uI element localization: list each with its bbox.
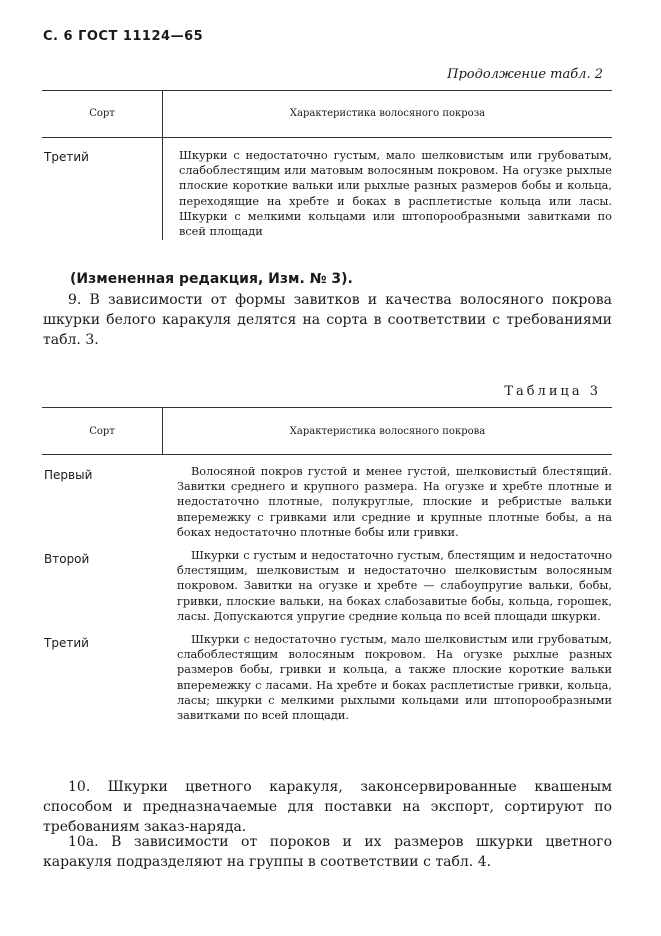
table3-row-sort-1: Первый — [44, 468, 93, 482]
table2-row-desc: Шкурки с недостаточно густым, мало шелковистым или грубоватым, слабоблестящим или матовым волосяным покровом. На огузке рыхлые плоские короткие вальки или рыхлые разных размеров бобы и кольца, переходящие на хребте и боках в расплетистые кольца или ласы. Шкурки с мелкими кольцами или штопорообразными завитками по всей площади — [179, 149, 612, 239]
paragraph-10: 10. Шкурки цветного каракуля, законсервированные квашеным способом и предназначаемые для поставки на экспорт, сортируют по требованиям заказ-наряда. — [43, 779, 612, 835]
amendment-note: (Измененная редакция, Изм. № 3). — [70, 271, 353, 287]
table3-row-desc-2: Шкурки с густым и недостаточно густым, блестящим и недостаточно блестящим, шелковистым и недостаточно шелковистым волосяным покровом. Завитки на огузке и хребте — слабоупругие вальки, бобы, гривки, плоские вальки, на боках слабозавитые бобы, кольца, горошек, ласы. Допускаются упругие средние кольца по всей площади шкурки. — [177, 549, 612, 623]
table3-row-desc-3: Шкурки с недостаточно густым, мало шелковистым или грубоватым, слабоблестящим волосяным покровом. На огузке рыхлые разных размеров бобы, гривки и кольца, а также плоские короткие вальки вперемежку с ласами. На хребте и боках расплетистые гривки, кольца, ласы; шкурки с мелкими рыхлыми кольцами или штопорообразными завитками по всей площади. — [177, 633, 612, 723]
table2-col-desc: Характеристика волосяного покроза — [289, 108, 486, 119]
table2-row-sort: Третий — [44, 150, 89, 164]
table3-col-desc: Характеристика волосяного покрова — [289, 426, 486, 437]
table3-row-desc-1: Волосяной покров густой и менее густой, шелковистый блестящий. Завитки среднего и крупного размера. На огузке и хребте плотные и недостаточно плотные, полукруглые, плоские и ребристые вальки вперемежку с гривками или средние и крупные плотные бобы, а на боках недостаточно плотные бобы или гривки. — [177, 465, 612, 539]
table2-header-rule — [42, 137, 612, 138]
page-header: С. 6 ГОСТ 11124—65 — [43, 29, 204, 44]
table2-body-divider — [162, 138, 163, 240]
table3-top-rule — [42, 407, 612, 408]
table3-row-sort-2: Второй — [44, 552, 90, 566]
table2-top-rule — [42, 90, 612, 91]
table3-row-sort-3: Третий — [44, 636, 89, 650]
table2-continuation-label: Продолжение табл. 2 — [447, 67, 603, 82]
table3-label: Таблица 3 — [504, 384, 601, 399]
paragraph-10a: 10а. В зависимости от пороков и их размеров шкурки цветного каракуля подразделяют на группы в соответствии с табл. 4. — [43, 834, 612, 870]
table3-col-sort: Сорт — [89, 426, 115, 437]
table3-header-rule — [42, 454, 612, 455]
paragraph-9: 9. В зависимости от формы завитков и качества волосяного покрова шкурки белого каракуля делятся на сорта в соответствии с требованиями табл. 3. — [43, 292, 612, 348]
table2-col-sort: Сорт — [89, 108, 115, 119]
